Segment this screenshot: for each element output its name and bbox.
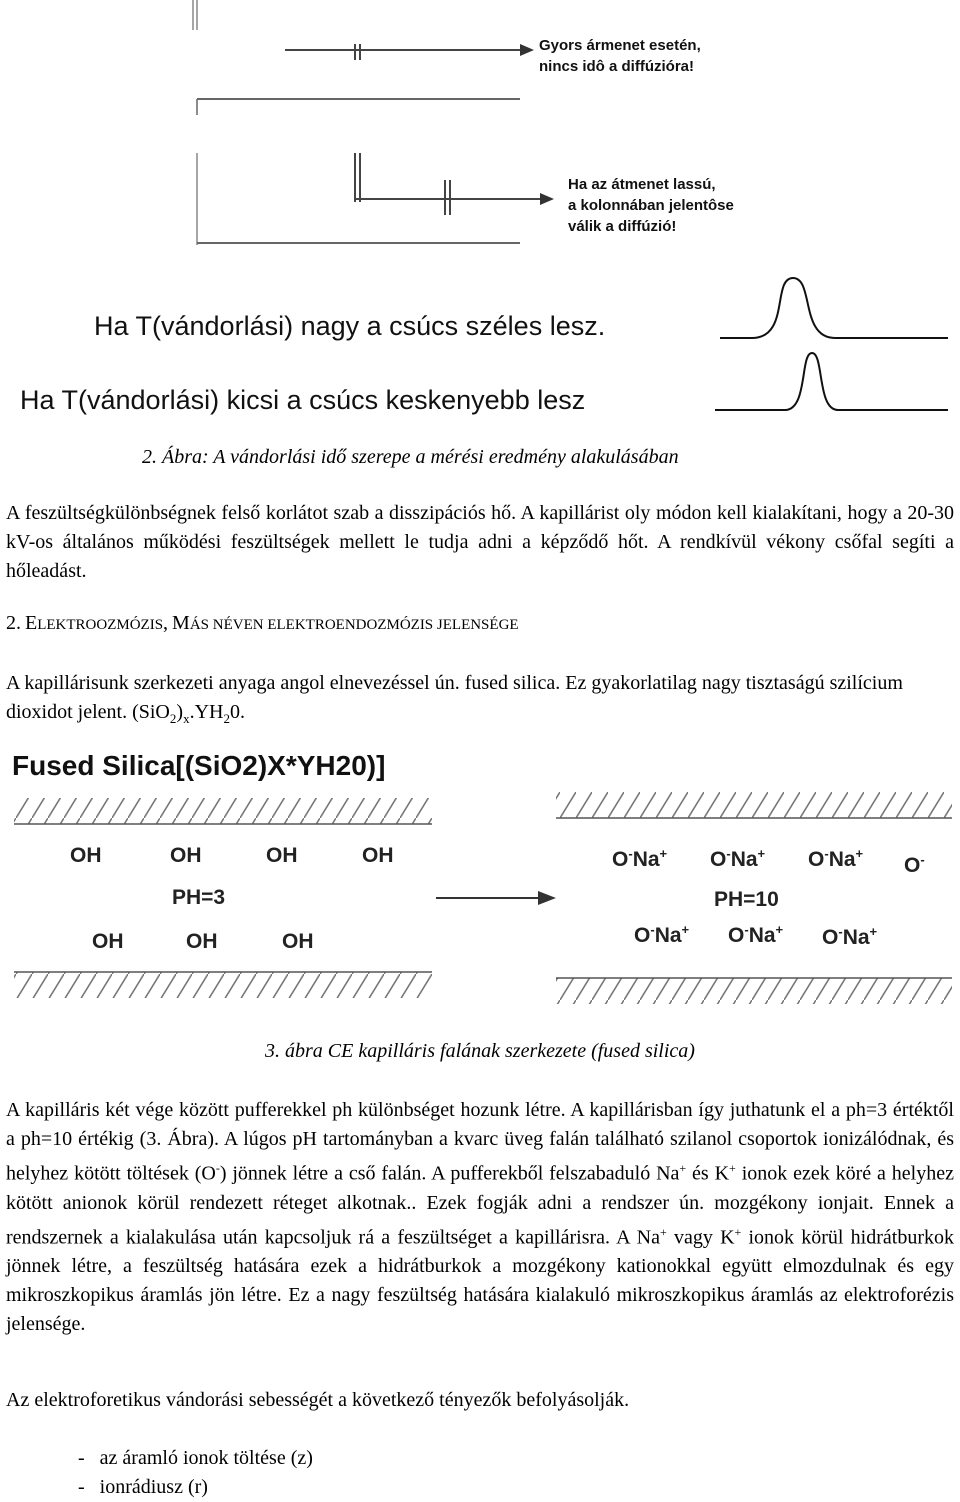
ph-left-label: PH=3 bbox=[172, 886, 226, 909]
list-item: - az áramló ionok töltése (z) bbox=[78, 1447, 313, 1469]
ion-pair: O-Na+ bbox=[634, 922, 690, 947]
wide-peak-text: Ha T(vándorlási) nagy a csúcs széles lesz. bbox=[94, 311, 606, 341]
note-fast-line2: nincs idô a diffúzióra! bbox=[539, 58, 695, 75]
fused-silica-title: Fused Silica[(SiO2)X*YH20)] bbox=[12, 750, 386, 781]
figure-3-caption: 3. ábra CE kapilláris falának szerkezete (fused silica) bbox=[265, 1040, 695, 1062]
section-heading: 2. ELEKTROOZMÓZIS, MÁS NÉVEN ELEKTROENDOZMÓZIS JELENSÉGE bbox=[6, 612, 519, 634]
silanol-group: OH bbox=[282, 930, 314, 953]
paragraph-fused-silica: A kapillárisunk szerkezeti anyaga angol elnevezéssel ún. fused silica. Ez gyakorlatilag nagy tisztaságú szilícium dioxidot jelent. $(SiO_2)_x.YH_20$. bbox=[6, 672, 903, 726]
anion: O- bbox=[904, 852, 925, 877]
silanol-group: OH bbox=[362, 844, 394, 867]
paragraph-dissipation-heat: A feszültségkülönbségnek felső korlátot szab a disszipációs hő. A kapillárist oly módon kell kialakítani, hogy a 20-30 kV-os általános működési feszültségek mellett le tudja adni a képződő hőt. A rendkívül vékony csőfal segíti a hőleadást. bbox=[6, 502, 954, 582]
silanol-group: OH bbox=[70, 844, 102, 867]
note-slow-line3: válik a diffúzió! bbox=[568, 218, 677, 235]
ion-pair: O-Na+ bbox=[612, 846, 668, 871]
ion-pair: O-Na+ bbox=[728, 922, 784, 947]
silanol-group: OH bbox=[170, 844, 202, 867]
silanol-group: OH bbox=[266, 844, 298, 867]
silanol-group: OH bbox=[92, 930, 124, 953]
silica-wall-diagram bbox=[0, 740, 960, 1020]
note-slow-line1: Ha az átmenet lassú, bbox=[568, 176, 716, 193]
section-number: 2. bbox=[6, 612, 21, 634]
note-slow-line2: a kolonnában jelentôse bbox=[568, 197, 734, 214]
silanol-group: OH bbox=[186, 930, 218, 953]
list-item: - ionrádiusz (r) bbox=[78, 1476, 208, 1498]
ion-pair: O-Na+ bbox=[822, 924, 878, 949]
paragraph-electroosmosis: A kapilláris két vége között pufferekkel ph különbséget hozunk létre. A kapillárisban így juthatunk el a ph=3 értéktől a ph=10 értékig (3. Ábra). A lúgos pH tartományban a kvarc üveg falán található szilanol csoportok ionizálódnak, és helyhez kötött töltések (O-) jönnek létre a cső falán. A pufferekből felszabaduló Na+ és K+ ionok ezek köré a helyhez kötött anionok körül rendezett réteget alkotnak.. Ezek fogják adni a rendszer ún. mozgékony ionjait. Ennek a rendszernek a kialakulása után kapcsoljuk rá a feszültséget a kapillárisra. A Na+ vagy K+ ionok körül hidrátburkok jönnek létre, a feszültség hatására ezek a hidrátburkok a mozgékony kationokkal együtt elmozdulnak és egy mikroszkopikus áramlás jön létre. Ez a nagy feszültség hatására kialakuló mikroszkopikus áramlás az elektroforézis jelensége. bbox=[6, 1099, 954, 1336]
narrow-peak-text: Ha T(vándorlási) kicsi a csúcs keskenyebb lesz bbox=[20, 385, 586, 415]
figure-3 bbox=[0, 740, 960, 1020]
ion-pair: O-Na+ bbox=[808, 846, 864, 871]
ph-right-label: PH=10 bbox=[714, 888, 779, 911]
ion-pair: O-Na+ bbox=[710, 846, 766, 871]
figure-2-caption: 2. Ábra: A vándorlási idő szerepe a mérési eredmény alakulásában bbox=[142, 446, 679, 468]
factors-list bbox=[78, 1444, 313, 1502]
figure-2 bbox=[0, 0, 960, 425]
note-fast-line1: Gyors ármenet esetén, bbox=[539, 37, 701, 54]
paragraph-factors-intro: Az elektroforetikus vándorási sebességét a következő tényezők befolyásolják. bbox=[6, 1389, 630, 1411]
chromatography-column-diagram bbox=[0, 0, 960, 425]
